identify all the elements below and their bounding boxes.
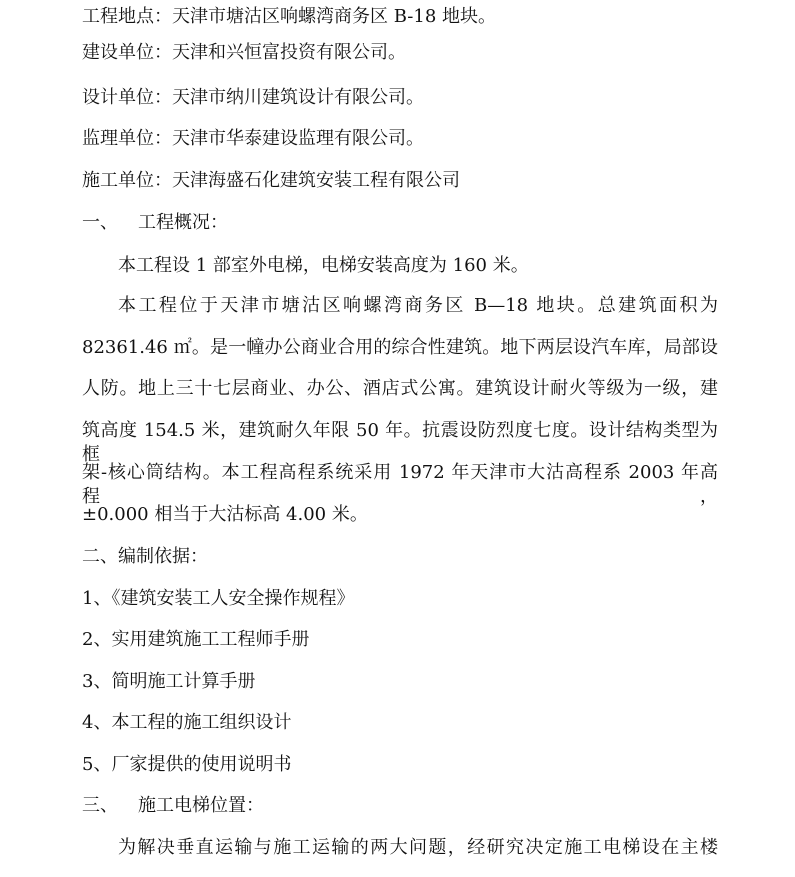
basis-item-3: 3、简明施工计算手册 — [82, 671, 256, 692]
basis-item-4: 4、本工程的施工组织设计 — [82, 712, 292, 733]
basis-item-1: 1、《建筑安装工人安全操作规程》 — [82, 588, 355, 609]
section-1-paragraph-2-line-4: 筑高度 154.5 米，建筑耐久年限 50 年。抗震设防烈度七度。设计结构类型为框 — [82, 420, 718, 465]
section-3-title: 施工电梯位置： — [138, 795, 264, 816]
section-1-paragraph-1: 本工程设 1 部室外电梯，电梯安装高度为 160 米。 — [118, 255, 529, 276]
section-1-heading — [82, 211, 228, 235]
construction-unit-line: 建设单位：天津和兴恒富投资有限公司。 — [82, 42, 406, 63]
section-1-paragraph-2-line-3: 人防。地上三十七层商业、办公、酒店式公寓。建筑设计耐火等级为一级，建 — [82, 378, 718, 399]
section-1-paragraph-2-line-1: 本工程位于天津市塘沽区响螺湾商务区 B—18 地块。总建筑面积为 — [118, 295, 718, 316]
basis-item-5: 5、厂家提供的使用说明书 — [82, 754, 292, 775]
section-3-heading — [82, 794, 264, 818]
section-3-number: 三、 — [82, 795, 118, 816]
basis-item-2: 2、实用建筑施工工程师手册 — [82, 629, 310, 650]
section-2-heading: 二、编制依据： — [82, 546, 208, 567]
supervision-unit-line: 监理单位：天津市华泰建设监理有限公司。 — [82, 128, 424, 149]
section-1-paragraph-2-line-6: ±0.000 相当于大沽标高 4.00 米。 — [82, 504, 368, 525]
section-1-number: 一、 — [82, 212, 118, 233]
design-unit-line: 设计单位：天津市纳川建筑设计有限公司。 — [82, 87, 424, 108]
section-1-paragraph-2-line-5: 架-核心筒结构。本工程高程系统采用 1972 年天津市大沽高程系 2003 年高程， — [82, 462, 718, 507]
section-3-paragraph-1: 为解决垂直运输与施工运输的两大问题，经研究决定施工电梯设在主楼 — [118, 837, 718, 858]
project-location-line: 工程地点：天津市塘沽区响螺湾商务区 B-18 地块。 — [82, 6, 496, 27]
section-1-title: 工程概况： — [138, 212, 228, 233]
contractor-unit-line: 施工单位：天津海盛石化建筑安装工程有限公司 — [82, 170, 460, 191]
section-1-paragraph-2-line-2: 82361.46 ㎡。是一幢办公商业合用的综合性建筑。地下两层设汽车库，局部设 — [82, 337, 718, 358]
